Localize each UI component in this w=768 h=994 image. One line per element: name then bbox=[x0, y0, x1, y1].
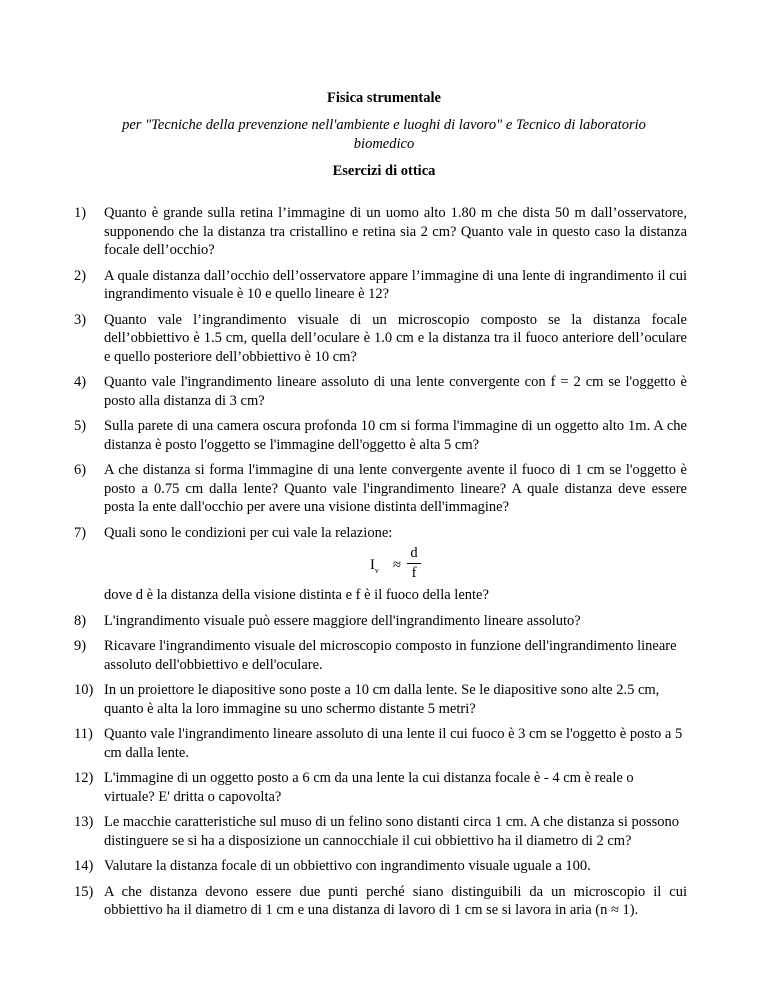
exercise-text: A che distanza devono essere due punti perché siano distinguibili da un microscopio il cui obbiettivo ha il diametro di 1 cm e una distanza di lavoro di 1 cm se si lavora in aria (n ≈ 1). bbox=[104, 883, 687, 918]
exercise-item bbox=[74, 612, 687, 631]
exercise-list bbox=[74, 204, 687, 927]
exercise-number: 6) bbox=[74, 462, 87, 478]
exercise-text: Quanto vale l'ingrandimento lineare assoluto di una lente il cui fuoco è 3 cm se l'oggetto è posto a 5 cm dalla lente. bbox=[104, 726, 683, 761]
exercise-text: Ricavare l'ingrandimento visuale del microscopio composto in funzione dell'ingrandimento lineare assoluto dell'obbiettivo e dell'oculare. bbox=[104, 638, 677, 673]
exercise-text: Quanto vale l'ingrandimento lineare assoluto di una lente convergente con f = 2 cm se l'oggetto è posto alla distanza di 3 cm? bbox=[104, 374, 687, 409]
exercise-item bbox=[74, 204, 687, 260]
exercise-item bbox=[74, 813, 687, 850]
formula-numerator: d bbox=[410, 545, 418, 561]
formula-approx-sign: ≈ bbox=[393, 557, 401, 573]
formula bbox=[104, 545, 687, 585]
exercise-item bbox=[74, 524, 687, 605]
exercise-number: 14) bbox=[74, 858, 94, 874]
exercise-text: In un proiettore le diapositive sono poste a 10 cm dalla lente. Se le diapositive sono alte 2.5 cm, quanto è alta la loro immagine su uno schermo distante 5 metri? bbox=[104, 682, 660, 717]
formula-lhs-symbol: I bbox=[370, 557, 375, 573]
document-subtitle: per "Tecniche della prevenzione nell'ambiente e luoghi di lavoro" e Tecnico di laboratorio biomedico bbox=[122, 117, 646, 152]
formula-lhs bbox=[370, 556, 379, 580]
fraction-bar bbox=[407, 563, 421, 564]
exercise-text: L'ingrandimento visuale può essere maggiore dell'ingrandimento lineare assoluto? bbox=[104, 612, 581, 629]
exercise-number: 3) bbox=[74, 311, 87, 328]
exercise-text: Le macchie caratteristiche sul muso di un felino sono distanti circa 1 cm. A che distanza si possono distinguere se si ha a disposizione un cannocchiale il cui obbiettivo ha il diametro di 2 cm? bbox=[104, 814, 680, 849]
exercise-number: 9) bbox=[74, 638, 87, 654]
exercise-item bbox=[74, 637, 687, 674]
exercise-item bbox=[74, 769, 687, 806]
formula-lhs-subscript: v bbox=[374, 565, 379, 575]
exercise-number: 4) bbox=[74, 374, 87, 390]
exercise-item bbox=[74, 417, 687, 454]
exercise-text: Quanto è grande sulla retina l’immagine di un uomo alto 1.80 m che dista 50 m dall’osservatore, supponendo che la distanza tra cristallino e retina sia 2 cm? Quanto vale in questo caso la distanza focale dell’occhio? bbox=[104, 205, 687, 258]
exercise-text: Sulla parete di una camera oscura profonda 10 cm si forma l'immagine di un oggetto alto 1m. A che distanza è posto l'oggetto se l'immagine dell'oggetto è alta 5 cm? bbox=[104, 418, 687, 453]
document-title: Fisica strumentale bbox=[327, 90, 441, 106]
exercise-text-after: dove d è la distanza della visione distinta e f è il fuoco della lente? bbox=[104, 587, 489, 603]
formula-fraction bbox=[407, 545, 421, 582]
exercise-number: 12) bbox=[74, 770, 94, 786]
exercise-text: L'immagine di un oggetto posto a 6 cm da una lente la cui distanza focale è - 4 cm è reale o virtuale? E' dritta o capovolta? bbox=[104, 770, 634, 805]
exercise-number: 8) bbox=[74, 612, 87, 629]
exercise-item bbox=[74, 883, 687, 920]
exercise-item bbox=[74, 857, 687, 876]
exercise-text: A quale distanza dall’occhio dell’osservatore appare l’immagine di una lente di ingrandimento il cui ingrandimento visuale è 10 e quello lineare è 12? bbox=[104, 267, 687, 302]
exercise-item bbox=[74, 681, 687, 718]
exercise-text: Quali sono le condizioni per cui vale la relazione: bbox=[104, 524, 393, 541]
section-title: Esercizi di ottica bbox=[332, 163, 436, 179]
exercise-item bbox=[74, 461, 687, 517]
exercise-item bbox=[74, 725, 687, 762]
exercise-number: 2) bbox=[74, 267, 87, 284]
exercise-number: 11) bbox=[74, 726, 93, 742]
exercise-number: 10) bbox=[74, 682, 94, 698]
formula-denominator: f bbox=[411, 565, 417, 581]
exercise-number: 1) bbox=[74, 205, 87, 221]
exercise-number: 5) bbox=[74, 418, 87, 434]
exercise-text: Valutare la distanza focale di un obbiettivo con ingrandimento visuale uguale a 100. bbox=[104, 858, 591, 874]
exercise-text: Quanto vale l’ingrandimento visuale di un microscopio composto se la distanza focale dell’obbiettivo è 1.5 cm, quella dell’oculare è 1.0 cm e la distanza tra il fuoco anteriore dell’oculare e quello posteriore dell’obbiettivo è 10 cm? bbox=[104, 311, 687, 365]
exercise-item bbox=[74, 373, 687, 410]
exercise-number: 7) bbox=[74, 524, 87, 541]
exercise-number: 13) bbox=[74, 814, 94, 830]
exercise-item bbox=[74, 267, 687, 304]
exercise-item bbox=[74, 311, 687, 367]
exercise-text: A che distanza si forma l'immagine di una lente convergente avente il fuoco di 1 cm se l'oggetto è posto a 0.75 cm dalla lente? Quanto vale l'ingrandimento lineare? A quale distanza deve essere posta la ente dall'occhio per avere una visione distinta dell'immagine? bbox=[104, 462, 687, 515]
exercise-number: 15) bbox=[74, 883, 94, 900]
